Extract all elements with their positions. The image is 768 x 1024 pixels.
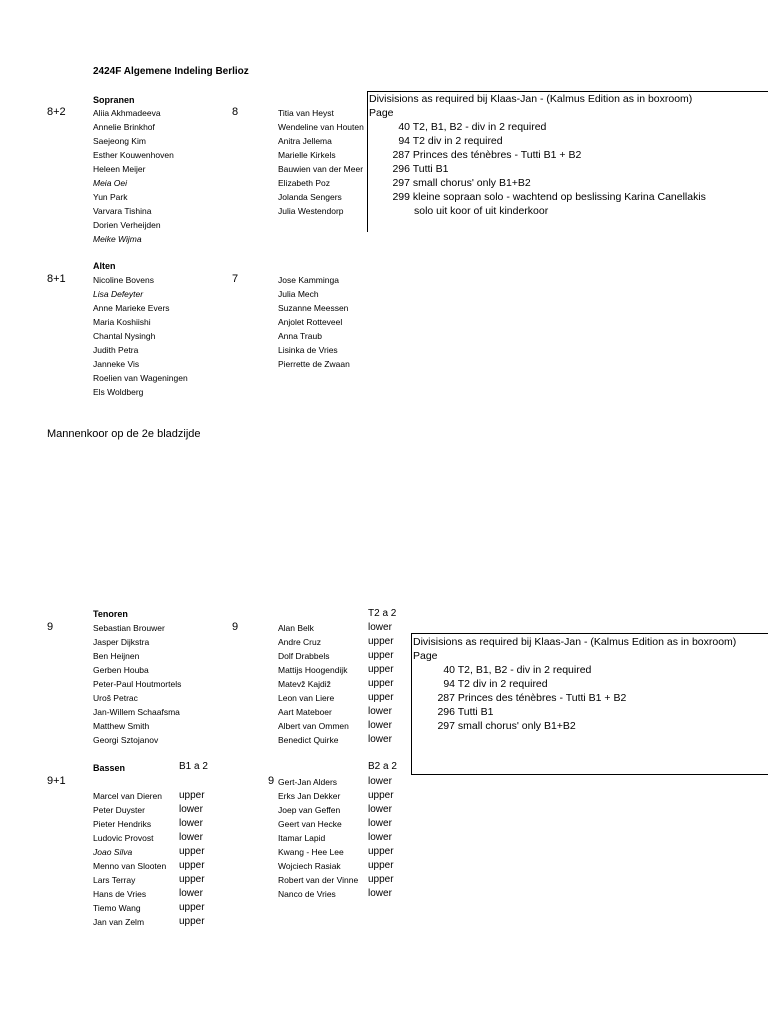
page-number: 299 bbox=[392, 191, 410, 203]
part-label: upper bbox=[368, 874, 394, 885]
list-item: Tiemo Wang bbox=[93, 903, 141, 913]
list-item: Gert-Jan Alders bbox=[278, 777, 338, 787]
table-row bbox=[413, 678, 548, 690]
b2-column-label: B2 a 2 bbox=[368, 761, 397, 772]
list-item: Saejeong Kim bbox=[93, 136, 146, 146]
page-number: 287 bbox=[392, 149, 410, 161]
list-item: Wendeline van Houten bbox=[278, 122, 364, 132]
page-number: 297 bbox=[392, 177, 410, 189]
list-item: Julia Westendorp bbox=[278, 206, 344, 216]
list-item: Elizabeth Poz bbox=[278, 178, 330, 188]
part-label: upper bbox=[179, 790, 205, 801]
alten-count-right: 7 bbox=[232, 273, 239, 285]
tenoren-count-right: 9 bbox=[232, 621, 239, 633]
list-item: Anne Marieke Evers bbox=[93, 303, 170, 313]
list-item: Itamar Lapid bbox=[278, 833, 326, 843]
list-item: Peter Duyster bbox=[93, 805, 145, 815]
section-heading-alten: Alten bbox=[93, 261, 116, 271]
list-item: Maria Koshiishi bbox=[93, 317, 151, 327]
list-item: Judith Petra bbox=[93, 345, 139, 355]
part-label: lower bbox=[368, 804, 392, 815]
list-item: Dolf Drabbels bbox=[278, 651, 330, 661]
part-label: lower bbox=[368, 734, 392, 745]
page-number: 94 bbox=[443, 678, 455, 690]
list-item: Heleen Meijer bbox=[93, 164, 146, 174]
part-label: lower bbox=[179, 888, 203, 899]
list-item: Peter-Paul Houtmortels bbox=[93, 679, 182, 689]
list-item: Alan Belk bbox=[278, 623, 314, 633]
list-item: Robert van der Vinne bbox=[278, 875, 359, 885]
division-text: Princes des ténèbres - Tutti B1 + B2 bbox=[457, 692, 627, 704]
list-item: Suzanne Meessen bbox=[278, 303, 349, 313]
list-item: Erks Jan Dekker bbox=[278, 791, 341, 801]
list-item: Marielle Kirkels bbox=[278, 150, 336, 160]
part-label: upper bbox=[368, 664, 394, 675]
list-item: Wojciech Rasiak bbox=[278, 861, 341, 871]
list-item: Lisinka de Vries bbox=[278, 345, 338, 355]
b1-column-label: B1 a 2 bbox=[179, 761, 208, 772]
division-text: T2, B1, B2 - div in 2 required bbox=[457, 664, 592, 676]
division-text: Tutti B1 bbox=[412, 163, 449, 175]
table-row bbox=[369, 163, 449, 175]
list-item: Menno van Slooten bbox=[93, 861, 167, 871]
page-number: 40 bbox=[443, 664, 455, 676]
sopranen-count-left: 8+2 bbox=[47, 106, 66, 118]
list-item: Jan van Zelm bbox=[93, 917, 145, 927]
list-item: Titia van Heyst bbox=[278, 108, 334, 118]
list-item: Joao Silva bbox=[93, 847, 133, 857]
document-title: 2424F Algemene Indeling Berlioz bbox=[93, 66, 249, 77]
divisions-box-1-page-label: Page bbox=[369, 107, 394, 119]
division-text: small chorus' only B1+B2 bbox=[412, 177, 531, 189]
list-item: Ben Heijnen bbox=[93, 651, 140, 661]
part-label: lower bbox=[368, 706, 392, 717]
table-row bbox=[369, 191, 706, 203]
alten-count-left: 8+1 bbox=[47, 273, 66, 285]
list-item: Jose Kamminga bbox=[278, 275, 339, 285]
divisions-box-1-heading: Divisisions as required bij Klaas-Jan - (Kalmus Edition as in boxroom) bbox=[369, 93, 693, 105]
list-item: Chantal Nysingh bbox=[93, 331, 156, 341]
mannenkoor-note: Mannenkoor op de 2e bladzijde bbox=[47, 428, 201, 440]
list-item: Hans de Vries bbox=[93, 889, 147, 899]
part-label: upper bbox=[179, 860, 205, 871]
list-item: Bauwien van der Meer bbox=[278, 164, 364, 174]
list-item: Gerben Houba bbox=[93, 665, 149, 675]
section-heading-sopranen: Sopranen bbox=[93, 95, 135, 105]
list-item: Anna Traub bbox=[278, 331, 322, 341]
divisions-box-2 bbox=[411, 633, 768, 775]
part-label: upper bbox=[368, 678, 394, 689]
list-item: Jan-Willem Schaafsma bbox=[93, 707, 180, 717]
part-label: lower bbox=[179, 818, 203, 829]
list-item: Georgi Sztojanov bbox=[93, 735, 159, 745]
list-item: Ludovic Provost bbox=[93, 833, 154, 843]
list-item: Matevž Kajdiž bbox=[278, 679, 331, 689]
list-item: Albert van Ommen bbox=[278, 721, 349, 731]
list-item: Yun Park bbox=[93, 192, 128, 202]
part-label: lower bbox=[368, 776, 392, 787]
part-label: upper bbox=[179, 902, 205, 913]
list-item: Anitra Jellema bbox=[278, 136, 332, 146]
list-item: Julia Mech bbox=[278, 289, 319, 299]
part-label: upper bbox=[179, 846, 205, 857]
list-item: Kwang - Hee Lee bbox=[278, 847, 344, 857]
division-text: Tutti B1 bbox=[457, 706, 494, 718]
page-number: 287 bbox=[437, 692, 455, 704]
tenoren-count-left: 9 bbox=[47, 621, 54, 633]
list-item: Geert van Hecke bbox=[278, 819, 342, 829]
table-row bbox=[413, 692, 626, 704]
list-item: Lars Terray bbox=[93, 875, 136, 885]
list-item: Uroš Petrac bbox=[93, 693, 138, 703]
list-item: Dorien Verheijden bbox=[93, 220, 161, 230]
part-label: upper bbox=[368, 790, 394, 801]
list-item: Anjolet Rotteveel bbox=[278, 317, 343, 327]
list-item: Joep van Geffen bbox=[278, 805, 341, 815]
part-label: lower bbox=[179, 832, 203, 843]
list-item: Meike Wijma bbox=[93, 234, 142, 244]
part-label: upper bbox=[368, 650, 394, 661]
list-item: Andre Cruz bbox=[278, 637, 321, 647]
division-text: kleine sopraan solo - wachtend op beslissing Karina Canellakis bbox=[412, 191, 706, 203]
part-label: upper bbox=[368, 860, 394, 871]
table-row bbox=[413, 664, 591, 676]
bassen-count-left: 9+1 bbox=[47, 775, 66, 787]
divisions-box-1-extra: solo uit koor of uit kinderkoor bbox=[414, 205, 549, 217]
bassen-count-right: 9 bbox=[268, 775, 275, 787]
list-item: Marcel van Dieren bbox=[93, 791, 162, 801]
list-item: Matthew Smith bbox=[93, 721, 150, 731]
part-label: lower bbox=[368, 720, 392, 731]
part-label: upper bbox=[368, 692, 394, 703]
page-number: 40 bbox=[398, 121, 410, 133]
table-row bbox=[369, 135, 503, 147]
list-item: Pieter Hendriks bbox=[93, 819, 152, 829]
part-label: upper bbox=[368, 636, 394, 647]
table-row bbox=[369, 177, 531, 189]
table-row bbox=[369, 149, 581, 161]
list-item: Meia Oei bbox=[93, 178, 128, 188]
list-item: Leon van Liere bbox=[278, 693, 335, 703]
list-item: Nanco de Vries bbox=[278, 889, 336, 899]
t2-column-label: T2 a 2 bbox=[368, 608, 397, 619]
table-row bbox=[413, 706, 494, 718]
part-label: lower bbox=[179, 804, 203, 815]
division-text: small chorus' only B1+B2 bbox=[457, 720, 576, 732]
part-label: lower bbox=[368, 622, 392, 633]
list-item: Jolanda Sengers bbox=[278, 192, 342, 202]
division-text: T2 div in 2 required bbox=[457, 678, 548, 690]
table-row bbox=[413, 720, 576, 732]
page-number: 297 bbox=[437, 720, 455, 732]
part-label: upper bbox=[368, 846, 394, 857]
list-item: Lisa Defeyter bbox=[93, 289, 144, 299]
list-item: Nicoline Bovens bbox=[93, 275, 154, 285]
divisions-box-2-page-label: Page bbox=[413, 650, 438, 662]
list-item: Aliia Akhmadeeva bbox=[93, 108, 161, 118]
list-item: Els Woldberg bbox=[93, 387, 144, 397]
list-item: Benedict Quirke bbox=[278, 735, 339, 745]
section-heading-tenoren: Tenoren bbox=[93, 609, 128, 619]
sopranen-count-right: 8 bbox=[232, 106, 239, 118]
division-text: T2, B1, B2 - div in 2 required bbox=[412, 121, 547, 133]
page-number: 94 bbox=[398, 135, 410, 147]
list-item: Pierrette de Zwaan bbox=[278, 359, 350, 369]
part-label: lower bbox=[368, 888, 392, 899]
division-text: T2 div in 2 required bbox=[412, 135, 503, 147]
list-item: Sebastian Brouwer bbox=[93, 623, 165, 633]
list-item: Esther Kouwenhoven bbox=[93, 150, 174, 160]
table-row bbox=[369, 121, 546, 133]
list-item: Mattijs Hoogendijk bbox=[278, 665, 348, 675]
divisions-box-2-heading: Divisisions as required bij Klaas-Jan - (Kalmus Edition as in boxroom) bbox=[413, 636, 737, 648]
list-item: Annelie Brinkhof bbox=[93, 122, 155, 132]
part-label: upper bbox=[179, 874, 205, 885]
page-number: 296 bbox=[392, 163, 410, 175]
part-label: lower bbox=[368, 832, 392, 843]
list-item: Jasper Dijkstra bbox=[93, 637, 150, 647]
list-item: Aart Mateboer bbox=[278, 707, 332, 717]
list-item: Roelien van Wageningen bbox=[93, 373, 188, 383]
division-text: Princes des ténèbres - Tutti B1 + B2 bbox=[412, 149, 582, 161]
part-label: lower bbox=[368, 818, 392, 829]
list-item: Varvara Tishina bbox=[93, 206, 152, 216]
list-item: Janneke Vis bbox=[93, 359, 140, 369]
page-number: 296 bbox=[437, 706, 455, 718]
part-label: upper bbox=[179, 916, 205, 927]
section-heading-bassen: Bassen bbox=[93, 763, 126, 773]
